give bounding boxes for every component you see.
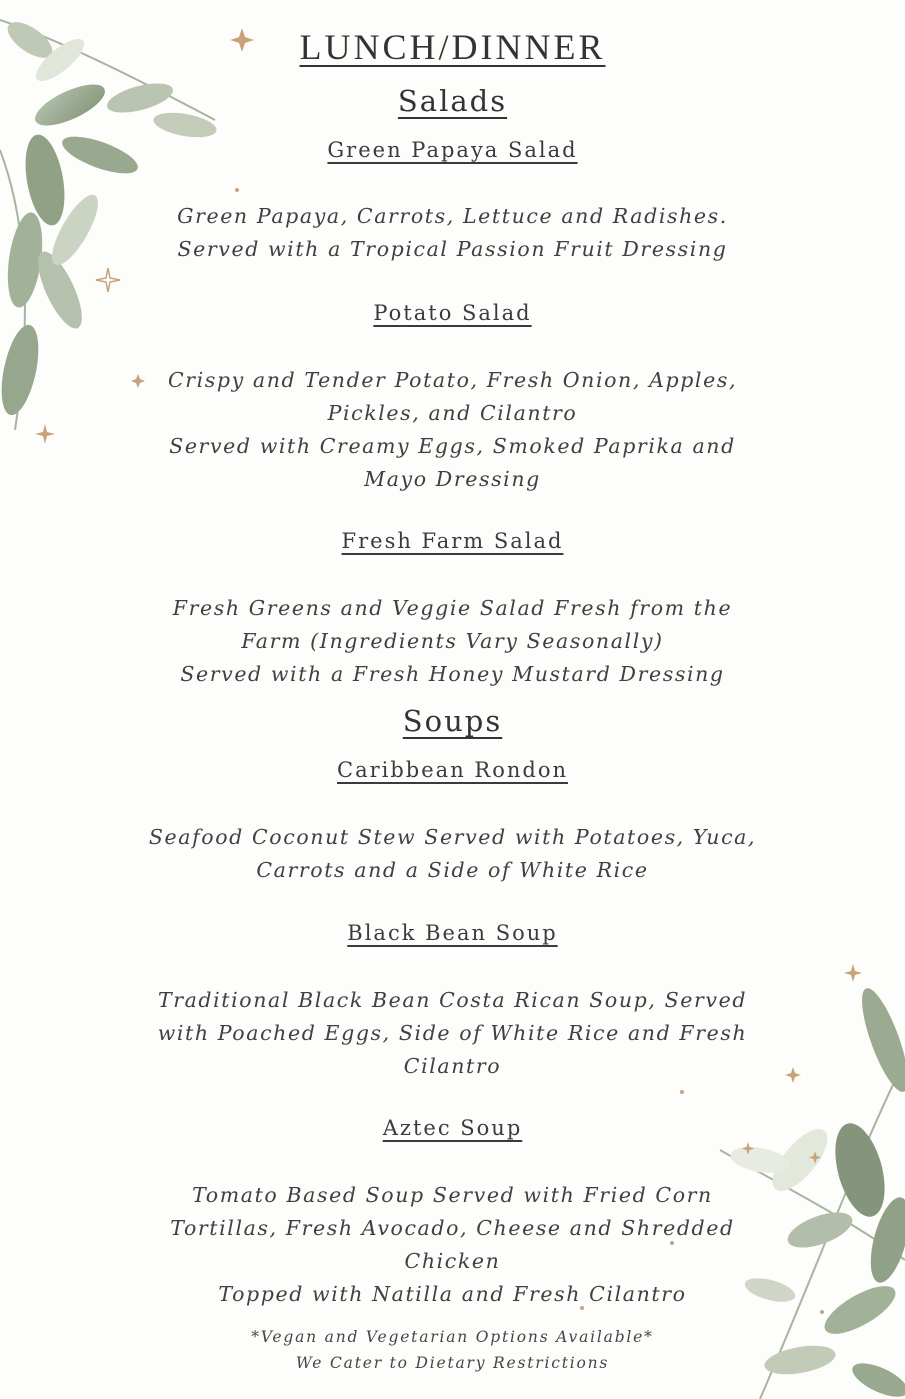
section-heading-salads: Salads xyxy=(397,84,508,118)
description-line: Cilantro xyxy=(403,1054,502,1078)
description-line: Tomato Based Soup Served with Fried Corn xyxy=(192,1183,713,1207)
item-name-caribbean-rondon: Caribbean Rondon xyxy=(337,758,568,782)
dietary-note xyxy=(0,1324,905,1376)
section-heading-soups: Soups xyxy=(402,704,503,738)
description-line: Mayo Dressing xyxy=(364,467,541,491)
description-line: Traditional Black Bean Costa Rican Soup, Served xyxy=(157,988,748,1012)
item-description-potato-salad xyxy=(120,364,785,496)
item-name-aztec-soup: Aztec Soup xyxy=(382,1116,523,1140)
description-line: Topped with Natilla and Fresh Cilantro xyxy=(218,1282,687,1306)
item-description-fresh-farm-salad xyxy=(120,592,785,691)
description-line: Fresh Greens and Veggie Salad Fresh from the xyxy=(172,596,733,620)
description-line: Served with a Fresh Honey Mustard Dressing xyxy=(180,662,725,686)
dietary-restrictions-note: We Cater to Dietary Restrictions xyxy=(295,1354,610,1372)
description-line: Chicken xyxy=(404,1249,501,1273)
item-name-potato-salad: Potato Salad xyxy=(373,301,532,325)
description-line: Served with Creamy Eggs, Smoked Paprika and xyxy=(169,434,736,458)
description-line: Green Papaya, Carrots, Lettuce and Radishes. xyxy=(177,204,728,228)
description-line: Seafood Coconut Stew Served with Potatoes, Yuca, xyxy=(148,825,757,849)
item-description-green-papaya-salad xyxy=(120,200,785,266)
item-name-black-bean-soup: Black Bean Soup xyxy=(347,921,558,945)
item-name-green-papaya-salad: Green Papaya Salad xyxy=(327,138,578,162)
description-line: Tortillas, Fresh Avocado, Cheese and Shredded xyxy=(170,1216,735,1240)
description-line: with Poached Eggs, Side of White Rice and Fresh xyxy=(157,1021,748,1045)
description-line: Crispy and Tender Potato, Fresh Onion, Apples, xyxy=(167,368,738,392)
vegan-options-note: *Vegan and Vegetarian Options Available* xyxy=(251,1328,654,1346)
menu-title: LUNCH/DINNER xyxy=(299,27,606,67)
description-line: Served with a Tropical Passion Fruit Dressing xyxy=(177,237,728,261)
description-line: Carrots and a Side of White Rice xyxy=(256,858,649,882)
item-description-black-bean-soup xyxy=(120,984,785,1083)
item-description-aztec-soup xyxy=(120,1179,785,1311)
item-name-fresh-farm-salad: Fresh Farm Salad xyxy=(341,529,564,553)
item-description-caribbean-rondon xyxy=(120,821,785,887)
description-line: Pickles, and Cilantro xyxy=(327,401,578,425)
description-line: Farm (Ingredients Vary Seasonally) xyxy=(241,629,664,653)
